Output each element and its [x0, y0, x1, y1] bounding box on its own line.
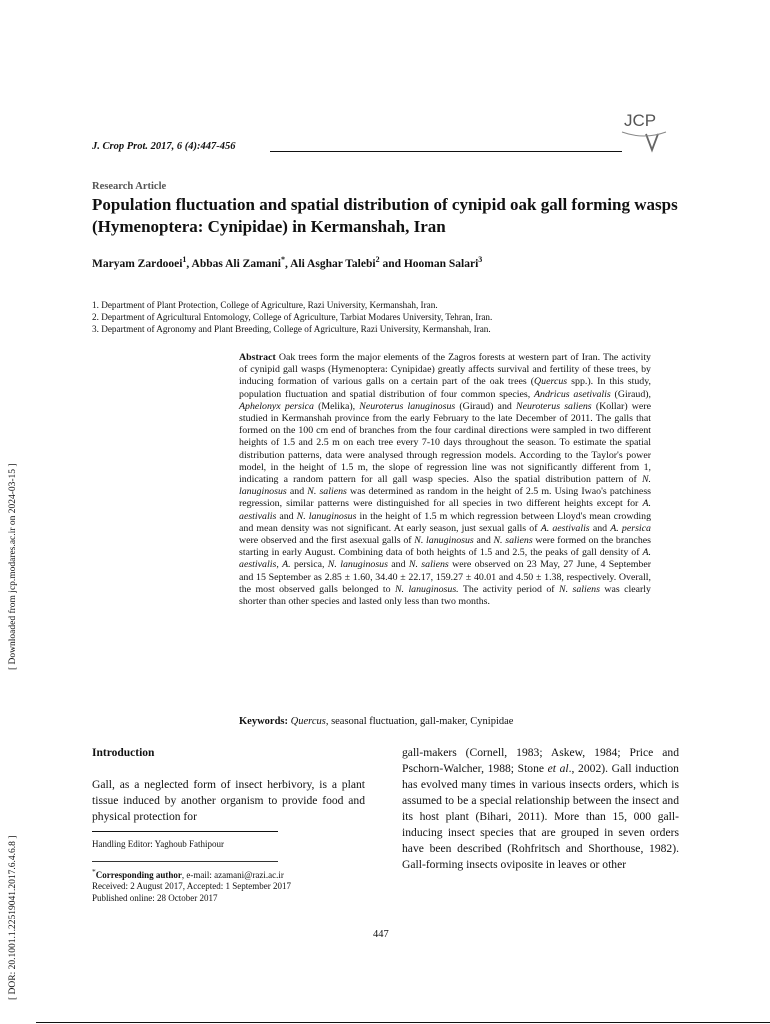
download-side-note: [ Downloaded from jcp.modares.ac.ir on 2024-03-15 ] [8, 463, 18, 670]
abstract [239, 352, 651, 608]
journal-citation: J. Crop Prot. 2017, 6 (4):447-456 [92, 141, 236, 152]
affiliation-3: 3. Department of Agronomy and Plant Breeding, College of Agriculture, Razi University, Kermanshah, Iran. [92, 324, 491, 335]
footnote-notes [92, 866, 291, 904]
affiliation-1: 1. Department of Plant Protection, College of Agriculture, Razi University, Kermanshah, Iran. [92, 300, 438, 310]
affiliations [92, 299, 492, 336]
author-name: Abbas Ali Zamani [191, 257, 281, 270]
doi-side-note: [ DOR: 20.1001.1.22519041.2017.6.4.6.8 ] [8, 835, 18, 1000]
bottom-rule [36, 1022, 770, 1023]
corresponding-author: *Corresponding author, e-mail: azamani@razi.ac.ir [92, 867, 284, 880]
header-rule [270, 151, 622, 152]
affiliation-2: 2. Department of Agricultural Entomology, College of Agriculture, Tarbiat Modares University, Tehran, Iran. [92, 312, 493, 323]
footnote-divider [92, 861, 278, 862]
keywords [239, 716, 513, 727]
handling-editor: Handling Editor: Yaghoub Fathipour [92, 839, 224, 849]
author-name: Ali Asghar Talebi [290, 257, 376, 270]
received-date: Received: 2 August 2017, Accepted: 1 September 2017 [92, 881, 291, 892]
author-list: Maryam Zardooei$^1$, Abbas Ali Zamani*, Ali Asghar Talebi$^2$ and Hooman Salari$^3$ [92, 255, 483, 270]
footnote-rule [92, 831, 278, 832]
section-heading-introduction: Introduction [92, 747, 155, 759]
intro-right-column: gall-makers (Cornell, 1983; Askew, 1984; Price and Pschorn-Walcher, 1988; Stone et al., 2002). Gall induction has evolved many times in various insects orders, which is assumed to be a special relationship between the insect and its host plant (Bihari, 2011). More than 15, 000 gall-inducing insect species that are grouped in seven orders have been described (Rohfritsch and Shorthouse, 1982). Gall-forming insects oviposite in leaves or other [402, 746, 679, 871]
published-date: Published online: 28 October 2017 [92, 892, 218, 903]
keywords-label: Keywords: [239, 716, 288, 727]
intro-left-column: Gall, as a neglected form of insect herbivory, is a plant tissue induced by another organism to provide food and physical protection for [92, 778, 365, 823]
abstract-body: Oak trees form the major elements of the Zagros forests at western part of Iran. The activity of cynipid gall wasps (Hymenoptera: Cynipidae) greatly affects survival and fertility of these trees, by inducing formation of various galls on a certain part of the oak trees (Quercus spp.). In this study, population fluctuation and spatial distribution of four common species, Andricus asetivalis (Giraud), Aphelonyx persica (Melika), Neuroterus lanuginosus (Giraud) and Neuroterus saliens (Kollar) were studied in Kermanshah province from the early February to the late December of 2011. The galls that formed on the 100 cm end of branches from the four cardinal directions were sampled in two different heights of 1.5 and 2.5 m on each tree every 7-10 days throughout the season. To estimate the spatial distribution patterns, data were analysed through regression models. According to the Taylor's power model, in the height of 1.5 m, the slope of regression line was not significantly different from 1, indicating a random pattern for all gall wasp species. Also the spatial distribution pattern of N. lanuginosus and N. saliens was determined as random in the height of 2.5 m. Using Iwao's patchiness regression, similar patterns were distinguished for all species in two different heights except for A. aestivalis and N. lanuginosus in the height of 1.5 m which regression between Lloyd's mean crowding and mean density was not significant. At early season, just sexual galls of A. aestivalis and A. persica were observed and the first asexual galls of N. lanuginosus and N. saliens were formed on the branches starting in early August. Combining data of both heights of 1.5 and 2.5, the peaks of gall density of A. aestivalis, A. persica, N. lanuginosus and N. saliens were observed on 23 May, 27 June, 4 September and 15 September as 2.85 ± 1.60, 34.40 ± 22.17, 159.27 ± 40.01 and 4.50 ± 1.38, respectively. Overall, the most observed galls belonged to N. lanuginosus. The activity period of N. saliens was clearly shorter than other species and lasted only less than two months. [239, 352, 652, 608]
author-name: Hooman Salari [403, 257, 479, 270]
article-title: Population fluctuation and spatial distribution of cynipid oak gall forming wasps (Hymenoptera: Cynipidae) in Kermanshah, Iran [92, 195, 678, 236]
abstract-label: Abstract [239, 352, 276, 363]
keywords-body: Quercus, seasonal fluctuation, gall-maker, Cynipidae [290, 716, 514, 727]
page-number: 447 [373, 929, 389, 940]
logo-text: JCP [624, 111, 657, 130]
journal-logo [616, 104, 672, 156]
author-name: Maryam Zardooei [92, 257, 183, 270]
article-category: Research Article [92, 181, 167, 192]
